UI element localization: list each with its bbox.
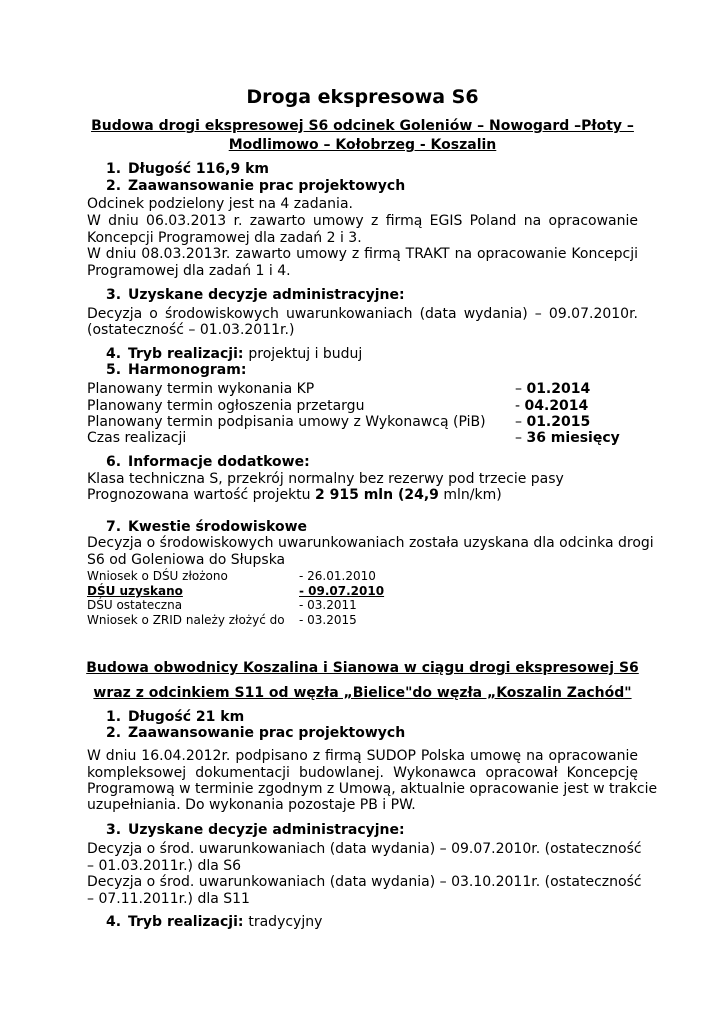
p1-heading-design-progress: 2. Zaawansowanie prac projektowych bbox=[106, 178, 406, 194]
p2-decision-line: – 01.03.2011r.) dla S6 bbox=[87, 858, 242, 874]
p2-heading-length: 1. Długość 21 km bbox=[106, 709, 245, 725]
p1-progress-line: Koncepcji Programowej dla zadań 2 i 3. bbox=[87, 230, 362, 246]
env-table-label: Wniosek o ZRID należy złożyć do bbox=[87, 613, 285, 627]
p1-decision-line: (ostateczność – 01.03.2011r.) bbox=[87, 322, 295, 338]
schedule-label: Czas realizacji bbox=[87, 430, 187, 446]
p2-decision-line: – 07.11.2011r.) dla S11 bbox=[87, 891, 250, 907]
env-table-value: - 03.2011 bbox=[299, 598, 357, 612]
schedule-label: Planowany termin podpisania umowy z Wykonawcą (PiB) bbox=[87, 414, 486, 430]
p1-heading-schedule: 5. Harmonogram: bbox=[106, 362, 247, 378]
p1-progress-line: Odcinek podzielony jest na 4 zadania. bbox=[87, 196, 353, 212]
p1-info-value-line: Prognozowana wartość projektu 2 915 mln (24,9 mln/km) bbox=[87, 487, 502, 503]
section2-subtitle-line1: Budowa obwodnicy Koszalina i Sianowa w ciągu drogi ekspresowej S6 bbox=[86, 660, 639, 676]
p2-progress-line: kompleksowej dokumentacji budowlanej. Wykonawca opracował Koncepcję bbox=[87, 765, 638, 781]
env-table-label: DŚU uzyskano bbox=[87, 584, 183, 598]
env-table-label: DŚU ostateczna bbox=[87, 598, 183, 612]
schedule-label: Planowany termin wykonania KP bbox=[87, 381, 315, 397]
p2-decision-line: Decyzja o środ. uwarunkowaniach (data wydania) – 09.07.2010r. (ostateczność bbox=[87, 841, 642, 857]
p1-heading-decisions: 3. Uzyskane decyzje administracyjne: bbox=[106, 287, 405, 303]
p2-progress-line: uzupełniania. Do wykonania pozostaje PB i PW. bbox=[87, 797, 416, 813]
p1-env-line: S6 od Goleniowa do Słupska bbox=[87, 552, 286, 568]
env-table-value: - 26.01.2010 bbox=[299, 569, 376, 583]
p1-decision-line: Decyzja o środowiskowych uwarunkowaniach (data wydania) – 09.07.2010r. bbox=[87, 306, 638, 322]
env-table-label: Wniosek o DŚU złożono bbox=[87, 569, 228, 583]
p1-progress-line: W dniu 08.03.2013r. zawarto umowy z firmą TRAKT na opracowanie Koncepcji bbox=[87, 246, 638, 262]
p1-heading-environment: 7. Kwestie środowiskowe bbox=[106, 519, 308, 535]
schedule-value: – 01.2014 bbox=[515, 381, 591, 397]
schedule-value: - 04.2014 bbox=[515, 398, 589, 414]
p1-info-line: Klasa techniczna S, przekrój normalny bez rezerwy pod trzecie pasy bbox=[87, 471, 564, 487]
section1-subtitle-line1: Budowa drogi ekspresowej S6 odcinek Goleniów – Nowogard –Płoty – bbox=[91, 118, 634, 134]
schedule-label: Planowany termin ogłoszenia przetargu bbox=[87, 398, 365, 414]
p1-heading-additional-info: 6. Informacje dodatkowe: bbox=[106, 454, 310, 470]
page-title: Droga ekspresowa S6 bbox=[246, 86, 479, 108]
p1-env-line: Decyzja o środowiskowych uwarunkowaniach została uzyskana dla odcinka drogi bbox=[87, 535, 654, 551]
p2-heading-mode: 4. Tryb realizacji: tradycyjny bbox=[106, 914, 323, 930]
section2-subtitle-line2: wraz z odcinkiem S11 od węzła „Bielice"do węzła „Koszalin Zachód" bbox=[93, 685, 632, 701]
p2-progress-line: Programową w terminie zgodnym z Umową, aktualnie opracowanie jest w trakcie bbox=[87, 781, 658, 797]
p2-heading-design-progress: 2. Zaawansowanie prac projektowych bbox=[106, 725, 406, 741]
p2-progress-line: W dniu 16.04.2012r. podpisano z firmą SUDOP Polska umowę na opracowanie bbox=[87, 748, 638, 764]
section1-subtitle-line2: Modlimowo – Kołobrzeg - Koszalin bbox=[228, 137, 497, 153]
schedule-value: – 36 miesięcy bbox=[515, 430, 620, 446]
p1-progress-line: W dniu 06.03.2013 r. zawarto umowy z firmą EGIS Poland na opracowanie bbox=[87, 213, 638, 229]
p1-heading-length: 1. Długość 116,9 km bbox=[106, 161, 269, 177]
p1-heading-mode: 4. Tryb realizacji: projektuj i buduj bbox=[106, 346, 363, 362]
env-table-value: - 03.2015 bbox=[299, 613, 357, 627]
schedule-value: – 01.2015 bbox=[515, 414, 591, 430]
p2-decision-line: Decyzja o środ. uwarunkowaniach (data wydania) – 03.10.2011r. (ostateczność bbox=[87, 874, 642, 890]
p1-progress-line: Programowej dla zadań 1 i 4. bbox=[87, 263, 291, 279]
p2-heading-decisions: 3. Uzyskane decyzje administracyjne: bbox=[106, 822, 405, 838]
env-table-value: - 09.07.2010 bbox=[299, 584, 385, 598]
